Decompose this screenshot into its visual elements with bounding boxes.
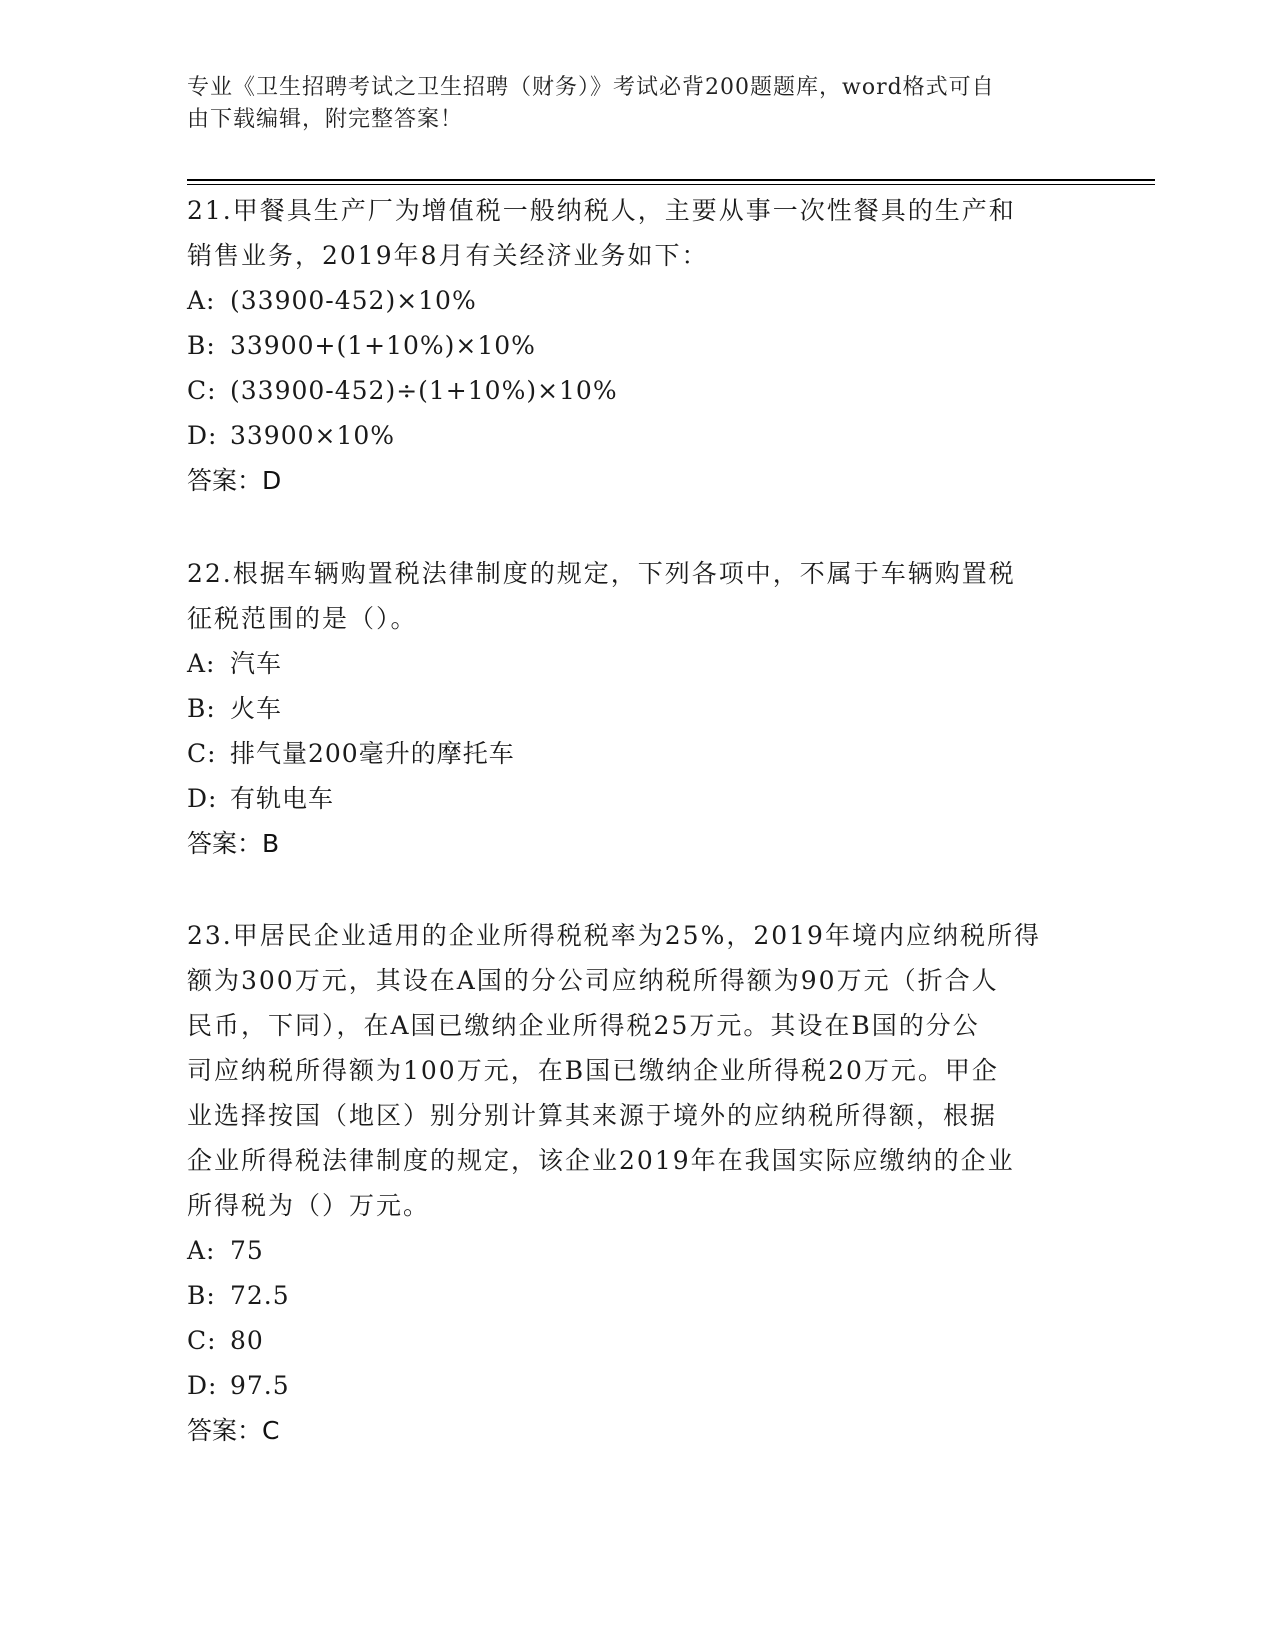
option-key: A: <box>187 649 216 678</box>
question-stem-line: 所得税为（）万元。 <box>187 1191 431 1220</box>
option-text: 75 <box>230 1236 264 1265</box>
option-c <box>187 731 1077 776</box>
option-b <box>187 323 1077 368</box>
option-a <box>187 278 1077 323</box>
question-stem-line: 22.根据车辆购置税法律制度的规定，下列各项中，不属于车辆购置税 <box>187 559 1016 588</box>
option-b <box>187 686 1077 731</box>
option-c <box>187 1318 1077 1363</box>
question-stem-line: 业选择按国（地区）别分别计算其来源于境外的应纳税所得额，根据 <box>187 1101 998 1130</box>
option-text: 火车 <box>230 694 283 723</box>
header-divider-thick <box>187 179 1155 181</box>
header-divider-thin <box>187 184 1155 185</box>
answer-line: 答案：D <box>187 466 282 495</box>
question-stem-line: 司应纳税所得额为100万元，在B国已缴纳企业所得税20万元。甲企 <box>187 1056 999 1085</box>
option-key: A: <box>187 286 216 315</box>
question-stem-line: 额为300万元，其设在A国的分公司应纳税所得额为90万元（折合人 <box>187 966 999 995</box>
option-key: C: <box>187 1326 217 1355</box>
answer-line: 答案：B <box>187 829 280 858</box>
option-key: C: <box>187 376 217 405</box>
option-text: (33900-452)÷(1+10%)×10% <box>230 376 618 405</box>
option-text: (33900-452)×10% <box>230 286 477 315</box>
question-stem-line: 23.甲居民企业适用的企业所得税税率为25%，2019年境内应纳税所得 <box>187 921 1041 950</box>
question-stem-line: 企业所得税法律制度的规定，该企业2019年在我国实际应缴纳的企业 <box>187 1146 1015 1175</box>
option-key: B: <box>187 331 216 360</box>
document-header <box>187 72 1067 136</box>
header-line-2: 由下载编辑，附完整答案！ <box>187 107 464 132</box>
option-key: A: <box>187 1236 216 1265</box>
option-key: C: <box>187 739 217 768</box>
option-key: D: <box>187 421 218 450</box>
option-c <box>187 368 1077 413</box>
option-text: 80 <box>230 1326 264 1355</box>
option-text: 72.5 <box>230 1281 290 1310</box>
header-line-1: 专业《卫生招聘考试之卫生招聘（财务）》考试必背200题题库，word格式可自 <box>187 75 995 100</box>
option-a <box>187 641 1077 686</box>
option-text: 有轨电车 <box>230 784 335 813</box>
option-text: 33900+(1+10%)×10% <box>230 331 536 360</box>
option-text: 汽车 <box>230 649 283 678</box>
option-d <box>187 776 1077 821</box>
option-text: 33900×10% <box>230 421 396 450</box>
option-key: B: <box>187 694 216 723</box>
option-key: D: <box>187 1371 218 1400</box>
option-d <box>187 1363 1077 1408</box>
answer-line: 答案：C <box>187 1416 280 1445</box>
question-22 <box>187 551 1077 866</box>
option-d <box>187 413 1077 458</box>
question-stem-line: 民币，下同），在A国已缴纳企业所得税25万元。其设在B国的分公 <box>187 1011 980 1040</box>
option-b <box>187 1273 1077 1318</box>
option-key: B: <box>187 1281 216 1310</box>
option-text: 排气量200毫升的摩托车 <box>230 739 515 768</box>
question-23 <box>187 913 1077 1453</box>
question-stem-line: 销售业务，2019年8月有关经济业务如下： <box>187 241 709 270</box>
question-21 <box>187 188 1077 503</box>
question-stem-line: 征税范围的是（）。 <box>187 604 418 633</box>
option-key: D: <box>187 784 218 813</box>
option-a <box>187 1228 1077 1273</box>
option-text: 97.5 <box>230 1371 290 1400</box>
question-stem-line: 21.甲餐具生产厂为增值税一般纳税人，主要从事一次性餐具的生产和 <box>187 196 1016 225</box>
